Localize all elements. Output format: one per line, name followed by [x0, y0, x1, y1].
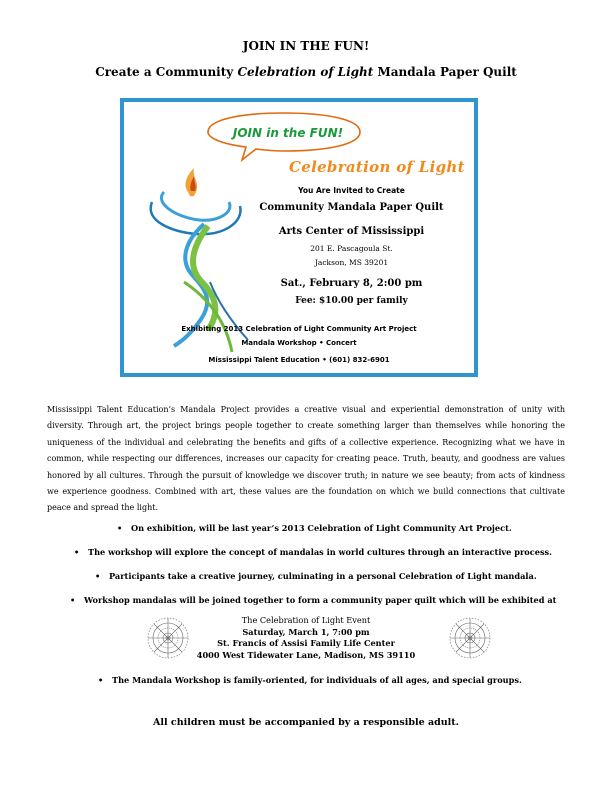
flyer-contact: Mississippi Talent Education • (601) 832-6901 — [208, 356, 390, 364]
bullet-icon: • — [74, 547, 80, 557]
subtitle-pre: Create a Community — [95, 65, 238, 79]
closing-note: All children must be accompanied by a responsible adult. — [153, 717, 459, 728]
subtitle-italic: Celebration of Light — [237, 65, 374, 79]
flyer-banner: Celebration of Light — [289, 158, 465, 176]
bullet-icon: • — [98, 675, 104, 685]
list-item: • The Mandala Workshop is family-oriented, for individuals of all ages, and special groups. — [98, 675, 522, 685]
flyer-fee: Fee: $10.00 per family — [295, 296, 408, 306]
bullet-icon: • — [95, 571, 101, 581]
list-item: • The workshop will explore the concept of mandalas in world cultures through an interactive process. — [74, 547, 553, 557]
bullet-icon: • — [70, 595, 76, 605]
event-details — [0, 615, 612, 661]
intro-paragraph: Mississippi Talent Education’s Mandala Project provides a creative visual and experiential demonstration of unity with diversity. Through art, the project brings people together to create something larger than themselves while honoring the uniqueness of the individual and celebrating the benefits and gifts of a collective experience. Recognizing what we have in common, while respecting our differences, increases our capacity for creating peace. Truth, beauty, and goodness are values honored by all cultures. Through the pursuit of knowledge we discover truth; in nature we see beauty; from acts of kindness we experience goodness. Combined with art, these values are the foundation on which we build connections that cultivate peace and spread the light. — [47, 405, 565, 513]
flyer-address1: 201 E. Pascagoula St. — [310, 244, 393, 253]
flyer-project: Community Mandala Paper Quilt — [259, 202, 444, 213]
event-address: 4000 West Tidewater Lane, Madison, MS 39110 — [196, 649, 416, 660]
flyer-exhibit: Exhibiting 2013 Celebration of Light Community Art Project — [181, 325, 417, 333]
flyer-invited: You Are Invited to Create — [298, 186, 405, 195]
list-item: • Participants take a creative journey, culminating in a personal Celebration of Light mandala. — [95, 571, 537, 581]
bullet-icon: • — [117, 523, 123, 533]
page-title: JOIN IN THE FUN! — [242, 39, 370, 53]
flyer-activities: Mandala Workshop • Concert — [241, 339, 357, 347]
list-item: • Workshop mandalas will be joined together to form a community paper quilt which will be exhibited at — [70, 595, 557, 605]
flyer-venue: Arts Center of Mississippi — [278, 226, 425, 237]
list-item: • On exhibition, will be last year’s 2013 Celebration of Light Community Art Project. — [117, 523, 512, 533]
event-name: The Celebration of Light Event — [241, 615, 371, 625]
bubble-text: JOIN in the FUN! — [232, 126, 344, 140]
flyer-address2: Jackson, MS 39201 — [314, 258, 389, 267]
flyer-datetime: Sat., February 8, 2:00 pm — [280, 278, 423, 289]
event-place: St. Francis of Assisi Family Life Center — [217, 638, 395, 648]
mandala-icon — [448, 616, 492, 660]
page-subtitle — [0, 65, 612, 79]
invitation-flyer — [120, 98, 478, 377]
event-date: Saturday, March 1, 7:00 pm — [242, 626, 370, 637]
subtitle-post: Mandala Paper Quilt — [373, 65, 517, 79]
